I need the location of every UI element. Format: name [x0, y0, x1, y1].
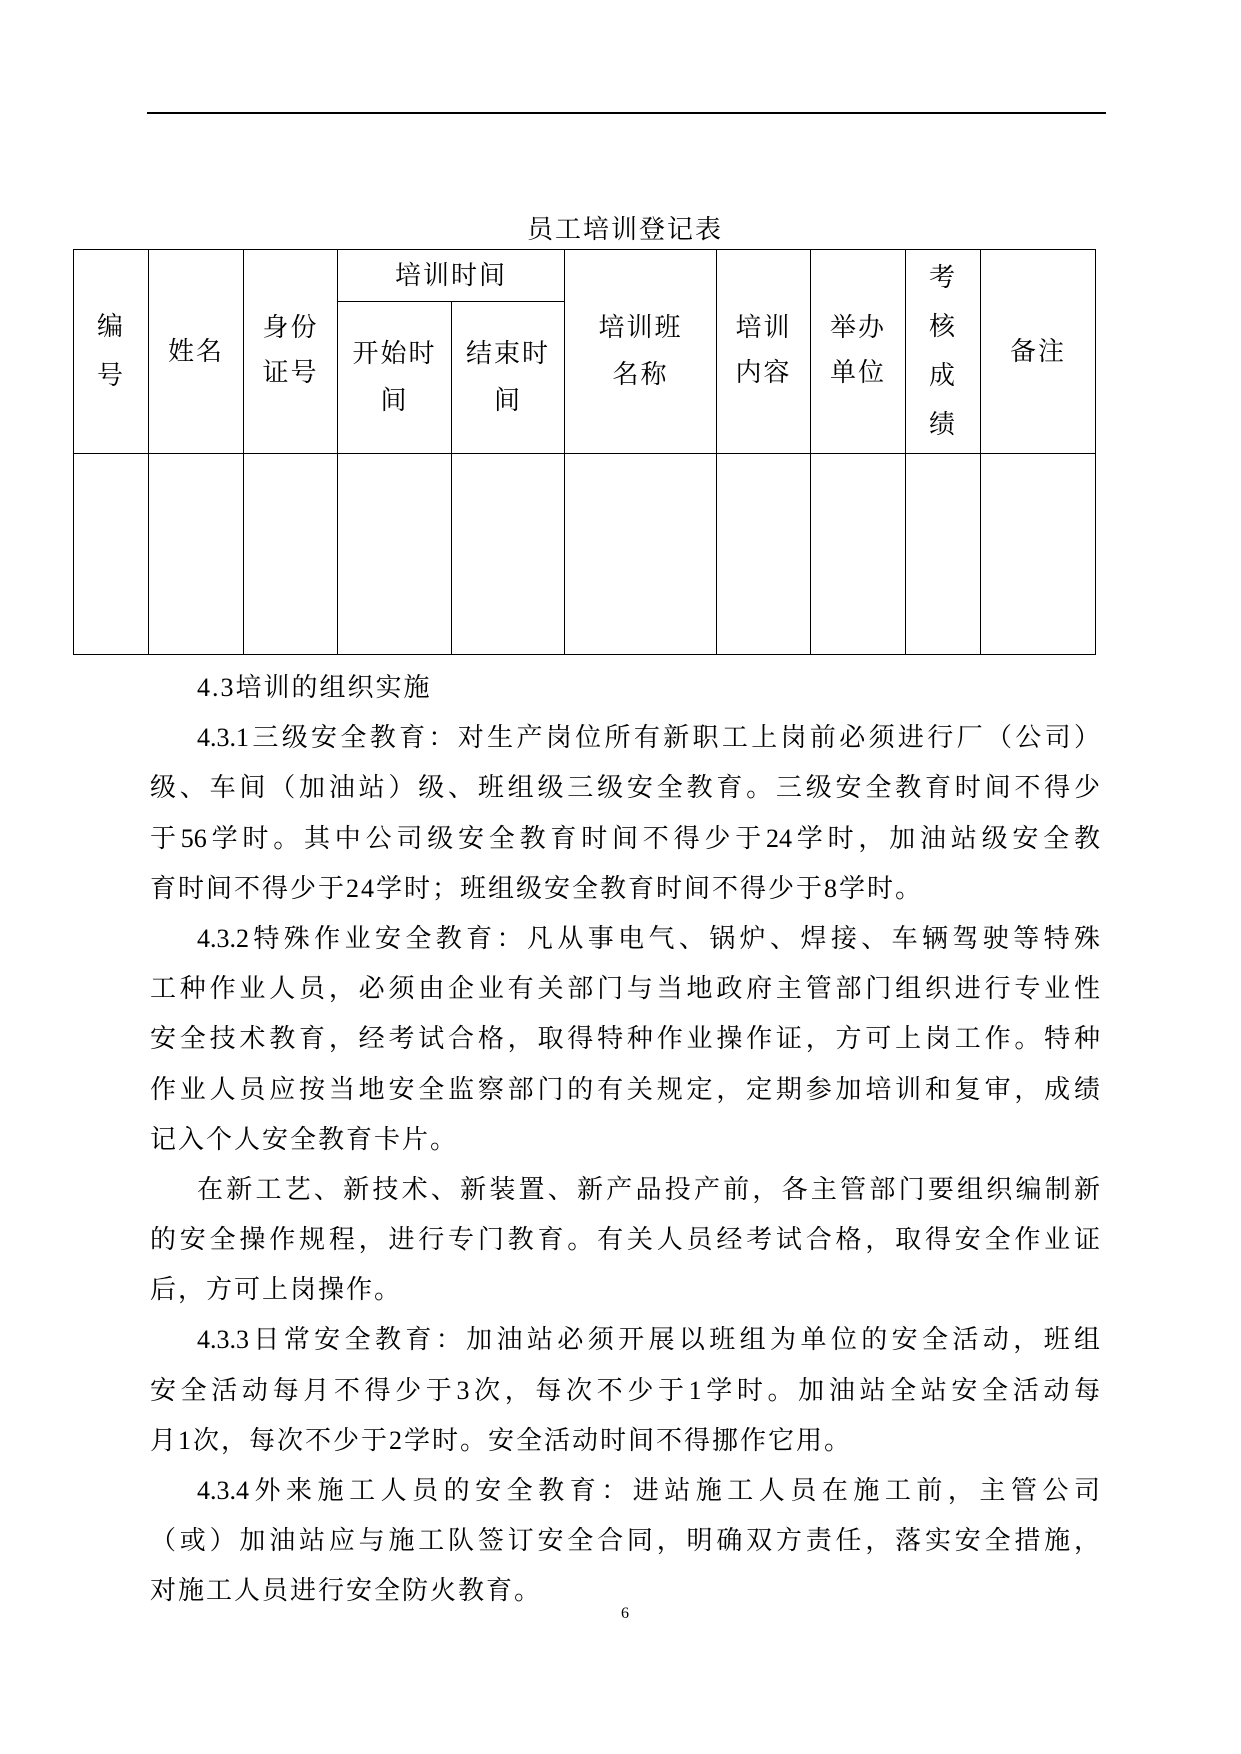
header-score [906, 250, 981, 454]
header-id-number-label: 身份证号 [262, 313, 319, 387]
table-row [74, 454, 1096, 655]
header-remarks [981, 250, 1096, 454]
header-rule [147, 112, 1106, 114]
data-cell [981, 454, 1096, 655]
paragraph-line: 对施工人员进行安全防火教育。 [150, 1576, 543, 1606]
header-number-label: 编号 [96, 312, 125, 390]
paragraph-line: 的安全操作规程，进行专门教育。有关人员经考试合格，取得安全作业证 [150, 1225, 1100, 1255]
header-id-number [244, 250, 338, 454]
data-cell [565, 454, 717, 655]
data-cell [811, 454, 906, 655]
header-end-time [452, 302, 565, 454]
paragraph [150, 1315, 1100, 1466]
data-cell [717, 454, 811, 655]
data-cell [906, 454, 981, 655]
data-cell [74, 454, 149, 655]
header-class-name [565, 250, 717, 454]
paragraph-line: 4.3.2特殊作业安全教育：凡从事电气、锅炉、焊接、车辆驾驶等特殊 [197, 923, 1100, 953]
header-name-label: 姓名 [167, 336, 224, 366]
paragraph-line: 工种作业人员，必须由企业有关部门与当地政府主管部门组织进行专业性 [150, 974, 1100, 1004]
header-name [149, 250, 244, 454]
data-cell [149, 454, 244, 655]
paragraph-line: 安全技术教育，经考试合格，取得特种作业操作证，方可上岗工作。特种 [150, 1024, 1100, 1054]
header-training-time-label: 培训时间 [395, 260, 508, 290]
header-training-time [338, 250, 565, 302]
table-header-row [74, 250, 1096, 302]
paragraph-line: 月1次，每次不少于2学时。安全活动时间不得挪作它用。 [150, 1425, 853, 1455]
form-title: 员工培训登记表 [526, 215, 723, 244]
paragraph-line: 安全活动每月不得少于3次，每次不少于1学时。加油站全站安全活动每 [150, 1375, 1100, 1405]
header-content-label: 培训内容 [735, 313, 792, 387]
data-cell [244, 454, 338, 655]
paragraph-line: 级、车间（加油站）级、班组级三级安全教育。三级安全教育时间不得少 [150, 773, 1100, 803]
data-cell [452, 454, 565, 655]
paragraph-line: 4.3.3日常安全教育：加油站必须开展以班组为单位的安全活动，班组 [197, 1325, 1100, 1355]
paragraph-line: 作业人员应按当地安全监察部门的有关规定，定期参加培训和复审，成绩 [150, 1074, 1100, 1104]
paragraph [150, 713, 1100, 914]
header-class-name-label: 培训班名称 [598, 312, 683, 389]
header-end-time-label: 结束时间 [465, 338, 550, 415]
paragraph-line: 于56学时。其中公司级安全教育时间不得少于24学时，加油站级安全教 [150, 823, 1100, 853]
paragraph-line: 4.3.4外来施工人员的安全教育：进站施工人员在施工前，主管公司 [197, 1476, 1100, 1505]
header-start-time [338, 302, 452, 454]
header-start-time-label: 开始时间 [352, 338, 437, 415]
paragraph-line: 4.3.1三级安全教育：对生产岗位所有新职工上岗前必须进行厂（公司） [197, 723, 1100, 753]
paragraph [150, 1466, 1100, 1617]
header-organizer [811, 250, 906, 454]
data-cell [338, 454, 452, 655]
page-number: 6 [621, 1605, 629, 1622]
header-score-label: 考核成绩 [929, 263, 958, 439]
paragraph-line: 记入个人安全教育卡片。 [150, 1124, 459, 1154]
body-text [150, 663, 1100, 1617]
paragraph-line: 在新工艺、新技术、新装置、新产品投产前，各主管部门要组织编制新 [197, 1174, 1100, 1204]
paragraph [150, 1165, 1100, 1316]
section-heading: 4.3培训的组织实施 [197, 673, 432, 702]
header-content [717, 250, 811, 454]
paragraph-line: （或）加油站应与施工队签订安全合同，明确双方责任，落实安全措施， [150, 1526, 1100, 1556]
header-remarks-label: 备注 [1010, 336, 1067, 366]
paragraph-line: 后，方可上岗操作。 [150, 1275, 403, 1305]
paragraph [150, 914, 1100, 1165]
paragraph-line: 育时间不得少于24学时；班组级安全教育时间不得少于8学时。 [150, 873, 924, 903]
header-number [74, 250, 149, 454]
training-register-table [73, 249, 1096, 655]
header-organizer-label: 举办单位 [830, 313, 887, 387]
